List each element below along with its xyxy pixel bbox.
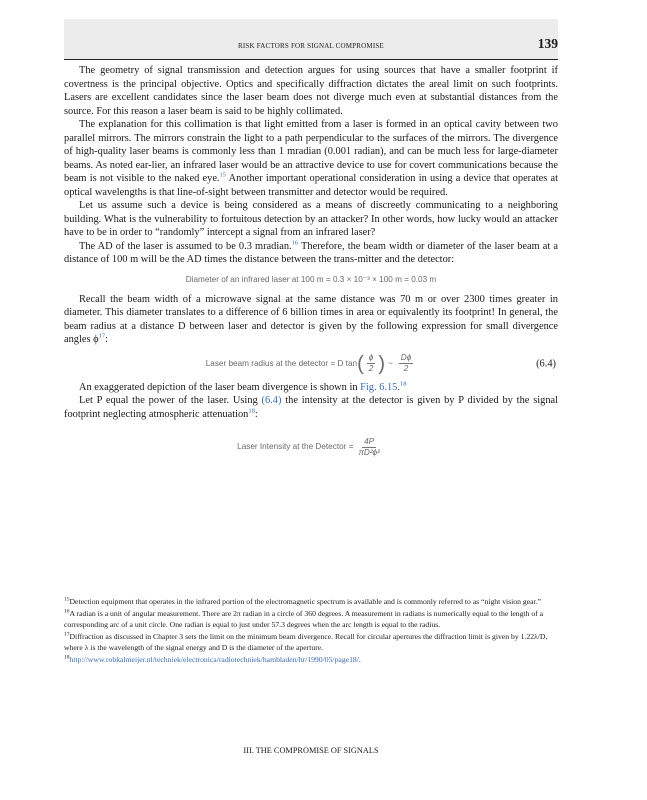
equation-beam-diameter: Diameter of an infrared laser at 100 m = 0.3 × 10⁻³ × 100 m = 0.03 m xyxy=(185,274,437,284)
page-number: 139 xyxy=(537,36,558,51)
footnote-15: $^{15}$Detection equipment that operates in the infrared portion of the electromagnetic spectrum is available and is commonly referred to as “night vision gear.” xyxy=(64,596,542,606)
footnote-ref[interactable]: 16 xyxy=(291,239,299,247)
running-head: RISK FACTORS FOR SIGNAL COMPROMISE xyxy=(238,42,384,50)
equation-number: (6.4) xyxy=(536,357,556,369)
paragraph-7: Let P equal the power of the laser. Using (6.4) the intensity at the detector is given by P divided by the signal footprint neglecting atmospheric attenuation$^{18}$: xyxy=(64,395,559,420)
footnote-url-link[interactable]: http://www.robkalmeijer.nl/techniek/electronica/radiotechniek/hambladen/hr/1990/05/page18/ xyxy=(69,654,359,664)
fraction: $\frac{4P}{\text{πD²ϕ²}}$ xyxy=(358,436,380,457)
footnote-18: $^{18}$http://www.robkalmeijer.nl/techniek/electronica/radiotechniek/hambladen/hr/1990/05/page18/. xyxy=(64,653,361,664)
paragraph-5: Recall the beam width of a microwave signal at the same distance was 70 m or over 2300 times greater in diameter. This diameter translates to a difference of 6 billion times in area or equivalently its footprint! In general, the beam radius at a distance D between laser and detector is given by the following expression for small divergence angles ϕ$^{17}$: xyxy=(64,293,558,345)
paragraph-3: Let us assume such a device is being considered as a means of discreetly communicating to a neighboring building. What is the vulnerability to fortuitous detection by an attacker? In other words, how lucky would an attacker have to be in order to “randomly” intercept a signal from an infrared laser? xyxy=(64,200,558,238)
fraction: $\frac{D\phi}{2}$ xyxy=(400,353,412,373)
equation-6-4: Laser beam radius at the detector = D tan ( $\frac{\phi}{2}$ ) ~ $\frac{D\phi}{2}$ (6.4) xyxy=(205,352,556,375)
header-rule xyxy=(64,59,558,60)
footnote-ref[interactable]: 17 xyxy=(98,332,106,340)
footnotes xyxy=(64,597,558,666)
fraction: $\frac{\phi}{2}$ xyxy=(368,353,374,373)
paragraph-1: The geometry of signal transmission and detection argues for using sources that have a smaller footprint if covertness is the principal objective. Optics and specifically diffraction dictates the areal limit on such footprints. Lasers are excellent candidates since the laser beam does not diverge much even at substantial distances from the source. For this reason a laser beam is said to be highly collimated. xyxy=(64,65,558,117)
footnote-17: $^{17}$Diffraction as discussed in Chapter 3 sets the limit on the minimum beam divergence. Recall for circular apertures the diffraction limit is given by 1.22λ/D, where λ is the wavelength of the signal energy and D is the diameter of the aperture. xyxy=(64,631,548,652)
body-text xyxy=(64,64,558,473)
open-paren: ( xyxy=(357,352,364,375)
footnote-ref[interactable]: 18 xyxy=(399,380,407,388)
figure-link[interactable]: Fig. 6.15. xyxy=(360,381,400,393)
footnote-16: $^{16}$A radian is a unit of angular measurement. There are 2π radian in a circle of 360 degrees. A measurement in radians is numerically equal to the length of a corresponding arc of a unit circle. One radian is equal to just under 57.3 degrees when the arc length is equal to the radius. xyxy=(64,608,544,629)
equation-laser-intensity: Laser Intensity at the Detector = $\frac{4P}{\text{πD²ϕ²}}$ xyxy=(237,436,380,457)
equation-link[interactable]: (6.4) xyxy=(261,395,282,406)
footnote-ref[interactable]: 15 xyxy=(219,171,227,179)
header-band xyxy=(64,19,558,59)
paragraph-2: The explanation for this collimation is that light emitted from a laser is formed in an optical cavity between two parallel mirrors. The mirrors constrain the light to a path perpendicular to the surfaces of the mirrors. The divergence of high-quality laser beams is commonly less than 1 mradian (0.001 radian), and can be much less for large-diameter beams. As noted ear-lier, an infrared laser would be an attractive device to use for covert communications because the beam is not visible to the naked eye.$^{15}$ Another important operational consideration in using a device that operates at optical wavelengths is that line-of-sight between transmitter and detector would be required. xyxy=(64,119,559,198)
paragraph-6: An exaggerated depiction of the laser beam divergence is shown in Fig. 6.15.18 xyxy=(79,380,407,393)
running-foot: III. THE COMPROMISE OF SIGNALS xyxy=(243,746,379,755)
close-paren: ) xyxy=(378,352,385,375)
footnote-ref[interactable]: 18 xyxy=(248,407,255,415)
paragraph-4: The AD of the laser is assumed to be 0.3 mradian.$^{16}$ Therefore, the beam width or diameter of the laser beam at a distance of 100 m will be the AD times the distance between the trans-mitter and the detector: xyxy=(64,239,558,265)
